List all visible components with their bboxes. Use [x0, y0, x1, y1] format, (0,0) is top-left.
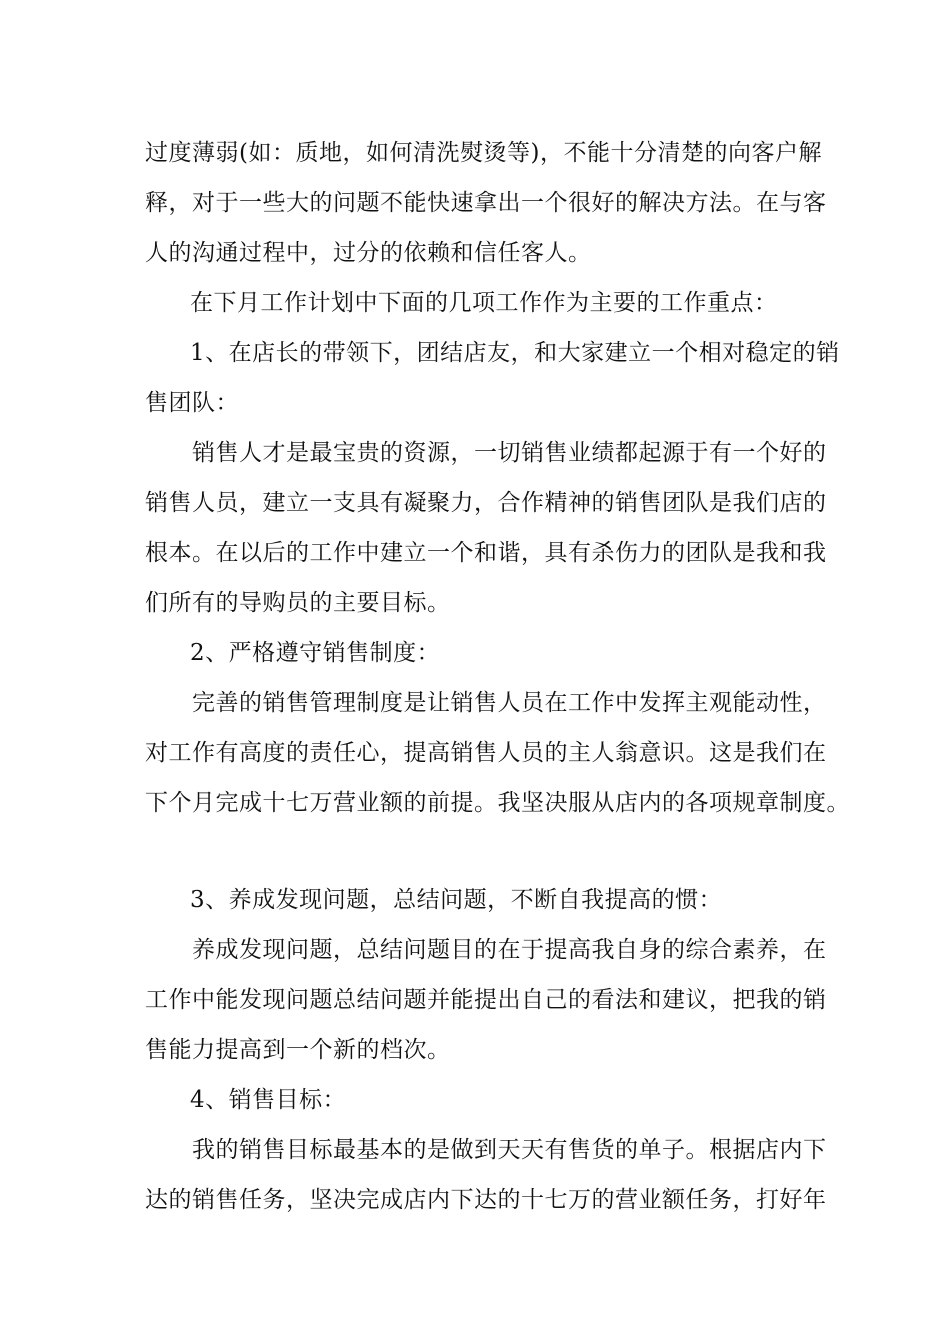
text-line-18: 售能力提高到一个新的档次。 — [145, 1037, 451, 1063]
text-line-14: 下个月完成十七万营业额的前提。我坚决服从店内的各项规章制度。 — [145, 790, 850, 816]
text-line-21: 达的销售任务，坚决完成店内下达的十七万的营业额任务，打好年 — [145, 1187, 827, 1213]
text-line-9: 根本。在以后的工作中建立一个和谐，具有杀伤力的团队是我和我 — [145, 540, 827, 566]
text-line-10: 们所有的导购员的主要目标。 — [145, 590, 451, 616]
text-line-5: 1、在店长的带领下，团结店友，和大家建立一个相对稳定的销 — [190, 340, 840, 366]
text-line-11: 2、严格遵守销售制度： — [190, 640, 441, 666]
text-line-16: 养成发现问题，总结问题目的在于提高我自身的综合素养，在 — [192, 937, 827, 963]
text-line-8: 销售人员，建立一支具有凝聚力，合作精神的销售团队是我们店的 — [145, 490, 827, 516]
text-line-12: 完善的销售管理制度是让销售人员在工作中发挥主观能动性， — [192, 690, 827, 716]
text-line-7: 销售人才是最宝贵的资源，一切销售业绩都起源于有一个好的 — [192, 440, 827, 466]
text-line-15: 3、养成发现问题，总结问题，不断自我提高的惯： — [190, 887, 723, 913]
text-line-2: 释，对于一些大的问题不能快速拿出一个很好的解决方法。在与客 — [145, 190, 827, 216]
text-line-3: 人的沟通过程中，过分的依赖和信任客人。 — [145, 240, 592, 266]
text-line-20: 我的销售目标最基本的是做到天天有售货的单子。根据店内下 — [192, 1137, 827, 1163]
text-line-4: 在下月工作计划中下面的几项工作作为主要的工作重点： — [190, 290, 778, 316]
text-line-19: 4、销售目标： — [190, 1087, 347, 1113]
text-line-17: 工作中能发现问题总结问题并能提出自己的看法和建议，把我的销 — [145, 987, 827, 1013]
text-line-13: 对工作有高度的责任心，提高销售人员的主人翁意识。这是我们在 — [145, 740, 827, 766]
text-line-1: 过度薄弱(如：质地，如何清洗熨烫等)，不能十分清楚的向客户解 — [145, 140, 822, 166]
text-line-6: 售团队： — [145, 390, 239, 416]
